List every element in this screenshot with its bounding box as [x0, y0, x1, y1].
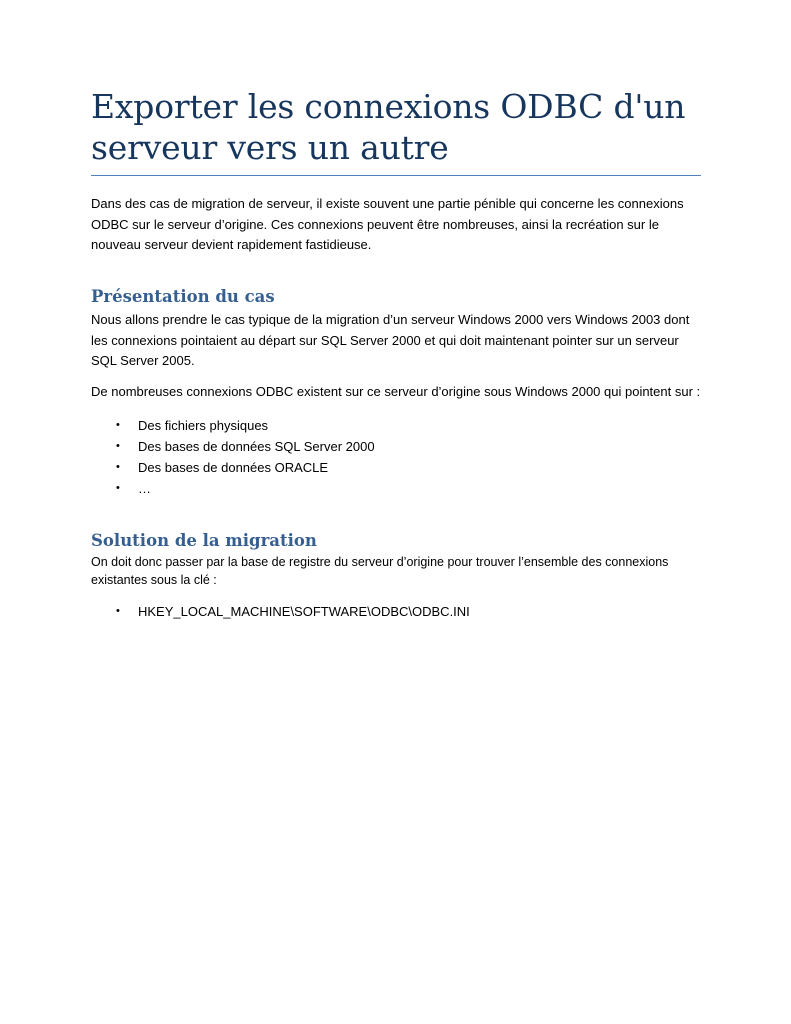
intro-paragraph: Dans des cas de migration de serveur, il existe souvent une partie pénible qui concerne les connexions ODBC sur le serveur d’origine. Ces connexions peuvent être nombreuses, ainsi la recréation sur le nouveau serveur devient rapidement fastidieuse. [91, 196, 684, 252]
bullet-icon: • [116, 440, 120, 452]
bullet-icon: • [116, 419, 120, 431]
solution-paragraph: On doit donc passer par la base de registre du serveur d’origine pour trouver l’ensemble des connexions existantes sous la clé : [91, 555, 669, 587]
presentation-paragraph-1: Nous allons prendre le cas typique de la migration d’un serveur Windows 2000 vers Windows 2003 dont les connexions pointaient au départ sur SQL Server 2000 et qui doit maintenant pointer sur un serveur SQL Server 2005. [91, 312, 690, 368]
title-underline [91, 175, 701, 176]
list-item-text: Des bases de données ORACLE [138, 460, 329, 475]
presentation-paragraph-2: De nombreuses connexions ODBC existent sur ce serveur d’origine sous Windows 2000 qui pointent sur : [91, 384, 701, 399]
list-item-text: … [138, 481, 151, 496]
list-item [91, 457, 375, 478]
registry-key-text: HKEY_LOCAL_MACHINE\SOFTWARE\ODBC\ODBC.INI [138, 604, 470, 619]
list-item-text: Des fichiers physiques [138, 418, 269, 433]
list-item [91, 415, 375, 436]
solution-bullet-list [91, 601, 470, 622]
presentation-bullet-list [91, 415, 375, 499]
list-item-text: Des bases de données SQL Server 2000 [138, 439, 375, 454]
list-item [91, 601, 470, 622]
bullet-icon: • [116, 482, 120, 494]
bullet-icon: • [116, 605, 120, 617]
section-heading-presentation: Présentation du cas [91, 287, 275, 306]
list-item [91, 478, 375, 499]
bullet-icon: • [116, 461, 120, 473]
section-heading-solution: Solution de la migration [91, 531, 317, 550]
document-title: Exporter les connexions ODBC d'un serveur vers un autre [91, 87, 686, 167]
list-item [91, 436, 375, 457]
